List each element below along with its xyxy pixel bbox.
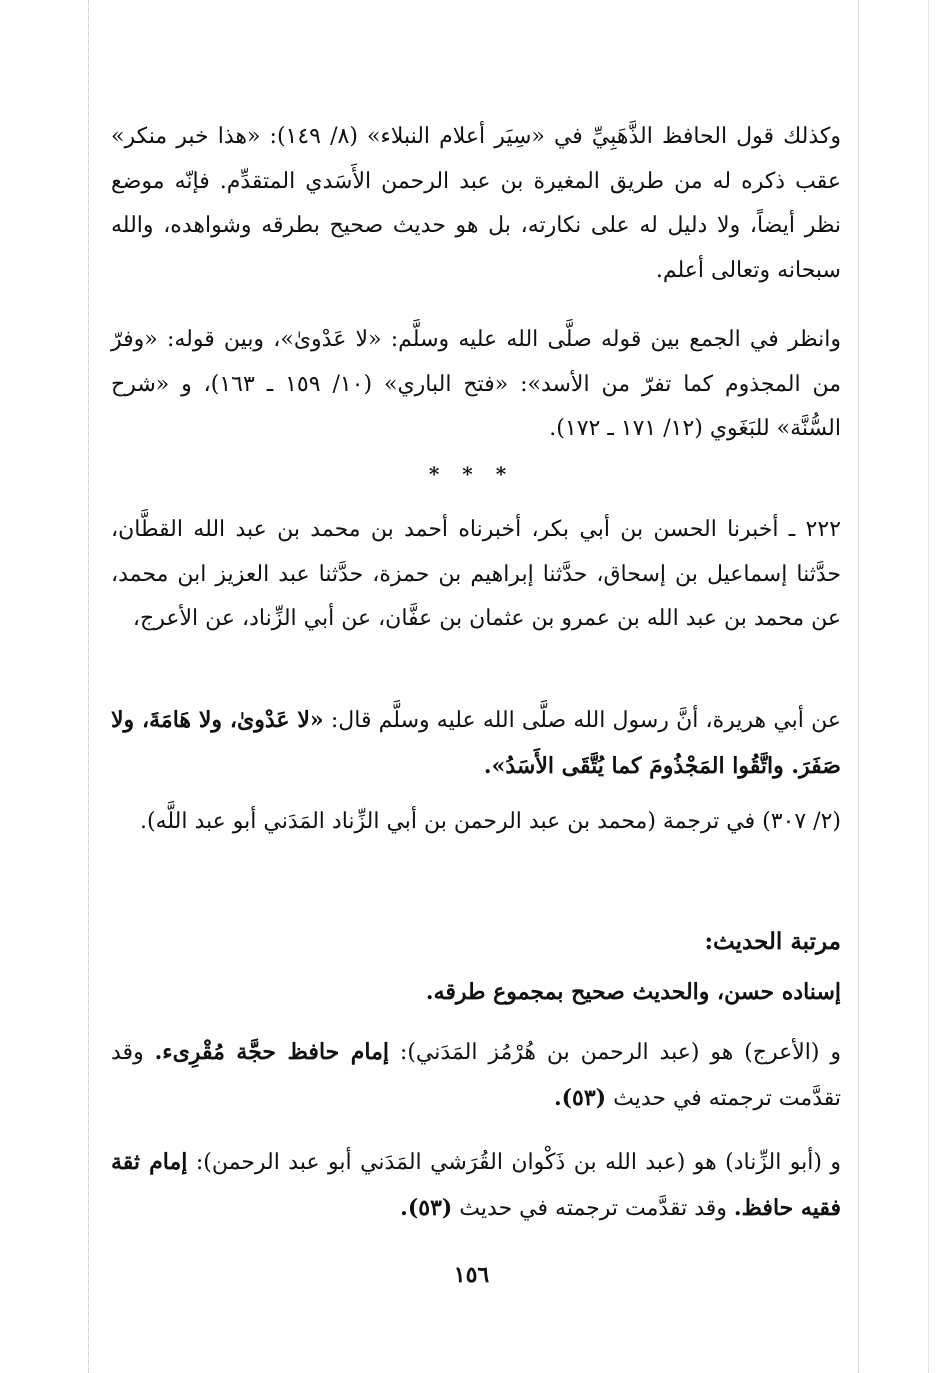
- paragraph-grading: إسناده حسن، والحديث صحيح بمجموع طرقه.: [425, 979, 841, 1005]
- paragraph-isnad-222: ٢٢٢ ـ أخبرنا الحسن بن أبي بكر، أخبرناه أحمد بن محمد بن عبد الله القطَّان، حدَّثنا إسماعيل بن إسحاق، حدَّثنا إبراهيم بن حمزة، حدَّثنا عبد العزيز ابن محمد، عن محمد بن عبد الله بن عمرو بن عثمان بن عفَّان، عن أبي الزِّناد، عن الأعرج،: [111, 517, 841, 631]
- hadith-matn: «لا عَدْوىٰ، ولا هَامَةَ، ولا صَفَرَ. واتَّقُوا المَجْذُومَ كما يُتَّقَى الأَسَدُ».: [111, 707, 841, 779]
- hadith-intro: عن أبي هريرة، أنَّ رسول الله صلَّى الله عليه وسلَّم قال:: [323, 708, 841, 733]
- page-number: ١٥٦: [453, 1262, 490, 1288]
- section-separator: * * *: [428, 462, 515, 486]
- scan-guide-left: [88, 0, 89, 1373]
- abu-zinad-intro: و (أبو الزِّناد) هو (عبد الله بن ذَكْوان القُرَشي المَدَني أبو عبد الرحمن):: [187, 1150, 842, 1175]
- araj-tail: وقد تقدَّمت ترجمته في حديث: [111, 1040, 841, 1111]
- abu-zinad-tail: وقد تقدَّمت ترجمته في حديث: [452, 1195, 734, 1221]
- araj-ref: (٥٣).: [553, 1084, 607, 1111]
- abu-zinad-ref: (٥٣).: [400, 1194, 453, 1221]
- paragraph-narrator-abu-zinad: [111, 1140, 841, 1231]
- paragraph-source-citation: (٢/ ٣٠٧) في ترجمة (محمد بن عبد الرحمن بن أبي الزِّناد المَدَني أبو عبد اللَّه).: [140, 809, 841, 834]
- scan-guide-right: [858, 0, 859, 1373]
- araj-grade: إمام حافظ حجَّة مُقْرِىء.: [154, 1039, 390, 1065]
- scan-guide-edge: [928, 0, 929, 1373]
- araj-intro: و (الأعرج) هو (عبد الرحمن بن هُرْمُز المَدَني):: [389, 1040, 841, 1065]
- paragraph-hadith-text: [111, 698, 841, 789]
- abu-zinad-grade: إمام ثقة فقيه حافظ.: [111, 1149, 841, 1221]
- paragraph-dhahabi-comment: وكذلك قول الحافظ الذَّهَبِيِّ في «سِيَر أعلام النبلاء» (٨/ ١٤٩): «هذا خبر منكر» عقب ذكره له من طريق المغيرة بن عبد الرحمن الأَسَدي المتقدِّم. فإنّه موضع نظر أيضاً، ولا دليل له على نكارته، بل هو حديث صحيح بطرقه وشواهده، والله سبحانه وتعالى أعلم.: [111, 124, 842, 283]
- paragraph-narrator-araj: [111, 1030, 841, 1121]
- heading-hadith-rank: مرتبة الحديث:: [704, 928, 841, 955]
- paragraph-references: وانظر في الجمع بين قوله صلَّى الله عليه وسلَّم: «لا عَدْوىٰ»، وبين قوله: «وفرّ من المجذوم كما تفرّ من الأسد»: «فتح الباري» (١٠/ ١٥٩ ـ ١٦٣)، و «شرح السُّنَّة» للبَغَوي (١٢/ ١٧١ ـ ١٧٢).: [111, 327, 842, 441]
